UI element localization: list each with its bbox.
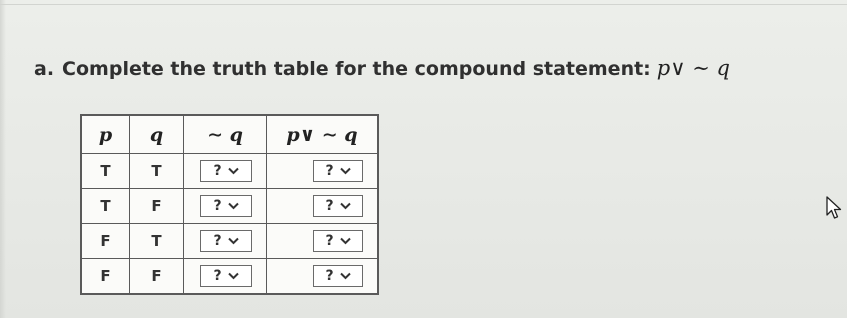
dropdown-value: ?: [213, 198, 222, 214]
neg-q-dropdown[interactable]: [200, 195, 252, 217]
compound-statement: p∨ ∼ q: [656, 56, 730, 80]
cell-p: T: [81, 189, 130, 224]
header-p: p: [81, 115, 130, 154]
cell-disjunction: [267, 259, 379, 295]
left-shadow-edge: [0, 0, 6, 318]
chevron-down-icon: [228, 202, 239, 210]
cell-neg-q: [184, 154, 267, 189]
chevron-down-icon: [228, 272, 239, 280]
dropdown-value: ?: [213, 233, 222, 249]
dropdown-value: ?: [325, 268, 334, 284]
neg-q-dropdown[interactable]: [200, 265, 252, 287]
dropdown-value: ?: [325, 233, 334, 249]
cell-q: T: [130, 224, 184, 259]
top-divider: [0, 4, 847, 5]
cell-q: F: [130, 259, 184, 295]
table-row: [81, 259, 378, 295]
cell-neg-q: [184, 259, 267, 295]
chevron-down-icon: [340, 167, 351, 175]
dropdown-value: ?: [213, 268, 222, 284]
dropdown-value: ?: [213, 163, 222, 179]
neg-q-dropdown[interactable]: [200, 160, 252, 182]
neg-q-dropdown[interactable]: [200, 230, 252, 252]
truth-table-header-row: [81, 115, 378, 154]
mouse-pointer-icon: [826, 196, 842, 224]
cell-p: F: [81, 224, 130, 259]
cell-disjunction: [267, 224, 379, 259]
cell-neg-q: [184, 189, 267, 224]
cell-disjunction: [267, 154, 379, 189]
disjunction-dropdown[interactable]: [313, 265, 363, 287]
table-row: [81, 224, 378, 259]
question-text: Complete the truth table for the compound statement:: [62, 58, 651, 80]
dropdown-value: ?: [325, 198, 334, 214]
dropdown-value: ?: [325, 163, 334, 179]
disjunction-dropdown[interactable]: [313, 160, 363, 182]
question-prompt: [34, 56, 730, 80]
table-row: [81, 154, 378, 189]
question-label: a.: [34, 58, 55, 80]
chevron-down-icon: [228, 237, 239, 245]
chevron-down-icon: [340, 272, 351, 280]
truth-table: [80, 114, 379, 295]
table-row: [81, 189, 378, 224]
cell-disjunction: [267, 189, 379, 224]
disjunction-dropdown[interactable]: [313, 230, 363, 252]
header-q: q: [130, 115, 184, 154]
header-neg-q: ∼ q: [184, 115, 267, 154]
cell-q: F: [130, 189, 184, 224]
cell-p: F: [81, 259, 130, 295]
disjunction-dropdown[interactable]: [313, 195, 363, 217]
header-disjunction: p∨ ∼ q: [267, 115, 379, 154]
truth-table-container: [80, 114, 379, 295]
cell-q: T: [130, 154, 184, 189]
chevron-down-icon: [340, 202, 351, 210]
chevron-down-icon: [228, 167, 239, 175]
cell-p: T: [81, 154, 130, 189]
chevron-down-icon: [340, 237, 351, 245]
cell-neg-q: [184, 224, 267, 259]
